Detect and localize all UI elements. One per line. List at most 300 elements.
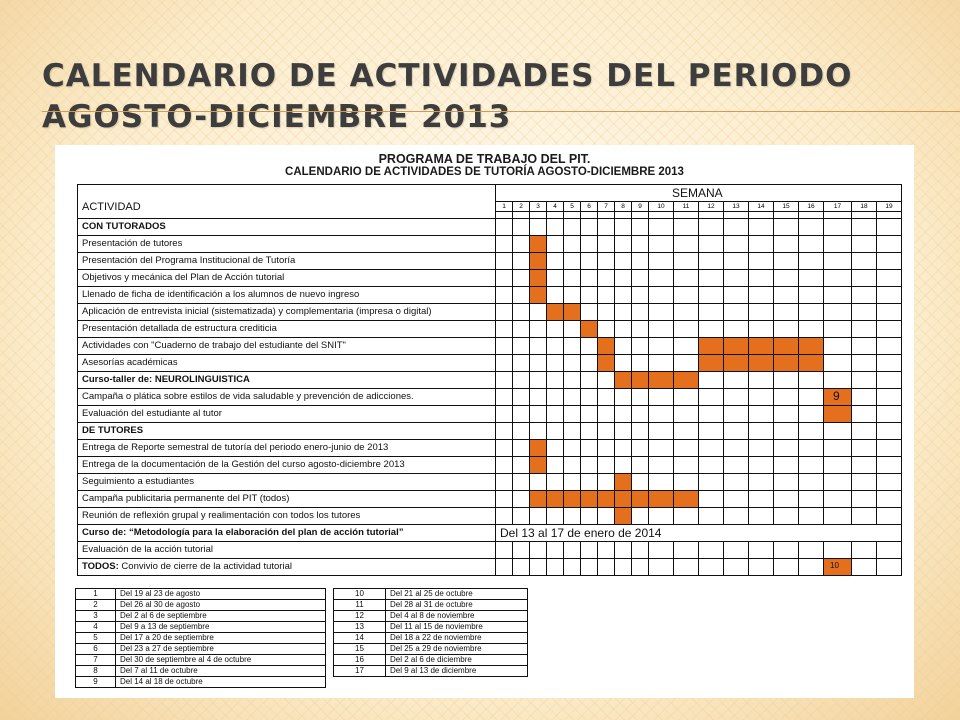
schedule-cell bbox=[673, 269, 699, 287]
schedule-cell bbox=[773, 388, 799, 406]
schedule-cell bbox=[773, 473, 799, 491]
schedule-cell bbox=[748, 235, 774, 253]
schedule-cell bbox=[597, 422, 615, 440]
schedule-cell bbox=[748, 218, 774, 236]
schedule-cell bbox=[614, 456, 632, 474]
schedule-cell bbox=[495, 337, 513, 355]
schedule-cell-active bbox=[614, 371, 632, 389]
schedule-cell bbox=[673, 473, 699, 491]
schedule-cell-active bbox=[614, 490, 632, 508]
schedule-cell bbox=[876, 320, 902, 338]
activity-label: Asesorías académicas bbox=[77, 354, 496, 372]
schedule-cell bbox=[851, 507, 877, 525]
schedule-cell-active bbox=[580, 320, 598, 338]
schedule-cell bbox=[876, 490, 902, 508]
legend-left-dates: Del 14 al 18 de octubre bbox=[115, 676, 326, 688]
schedule-cell bbox=[773, 320, 799, 338]
activity-label: Presentación de tutores bbox=[77, 235, 496, 253]
schedule-cell bbox=[648, 354, 674, 372]
schedule-cell bbox=[773, 218, 799, 236]
schedule-cell bbox=[631, 269, 649, 287]
legend-right-dates: Del 18 a 22 de noviembre bbox=[385, 632, 528, 644]
schedule-cell-active bbox=[529, 439, 547, 457]
schedule-cell bbox=[648, 218, 674, 236]
schedule-cell bbox=[580, 354, 598, 372]
schedule-cell bbox=[773, 269, 799, 287]
legend-left-week: 3 bbox=[75, 610, 116, 622]
schedule-cell bbox=[648, 422, 674, 440]
activity-label: Llenado de ficha de identificación a los alumnos de nuevo ingreso bbox=[77, 286, 496, 304]
schedule-cell bbox=[495, 303, 513, 321]
schedule-cell bbox=[495, 558, 513, 576]
legend-left-week: 2 bbox=[75, 599, 116, 611]
schedule-cell bbox=[580, 507, 598, 525]
schedule-cell bbox=[698, 507, 724, 525]
schedule-cell bbox=[529, 303, 547, 321]
schedule-cell bbox=[748, 558, 774, 576]
schedule-cell bbox=[597, 371, 615, 389]
schedule-cell bbox=[563, 439, 581, 457]
schedule-cell bbox=[529, 558, 547, 576]
schedule-cell bbox=[798, 371, 824, 389]
schedule-cell-active bbox=[529, 235, 547, 253]
schedule-cell-active bbox=[597, 490, 615, 508]
schedule-cell bbox=[631, 354, 649, 372]
schedule-cell bbox=[546, 269, 564, 287]
schedule-cell-active bbox=[773, 354, 799, 372]
schedule-cell bbox=[798, 405, 824, 423]
schedule-cell bbox=[773, 303, 799, 321]
schedule-cell-active bbox=[529, 456, 547, 474]
week-header bbox=[495, 184, 902, 202]
week-number: 8 bbox=[614, 201, 632, 212]
schedule-cell bbox=[798, 218, 824, 236]
schedule-cell bbox=[876, 439, 902, 457]
legend-left-week: 9 bbox=[75, 676, 116, 688]
activity-header-label: ACTIVIDAD bbox=[82, 201, 141, 213]
schedule-cell bbox=[648, 473, 674, 491]
schedule-cell bbox=[631, 388, 649, 406]
legend-right-dates: Del 9 al 13 de diciembre bbox=[385, 665, 528, 677]
schedule-cell bbox=[748, 405, 774, 423]
schedule-cell bbox=[597, 439, 615, 457]
legend-left-week: 8 bbox=[75, 665, 116, 677]
schedule-cell-active bbox=[648, 490, 674, 508]
schedule-cell bbox=[614, 252, 632, 270]
week-number: 12 bbox=[698, 201, 724, 212]
schedule-cell bbox=[748, 456, 774, 474]
schedule-cell bbox=[529, 371, 547, 389]
schedule-cell bbox=[512, 303, 530, 321]
schedule-cell bbox=[563, 388, 581, 406]
schedule-cell bbox=[563, 218, 581, 236]
schedule-cell bbox=[748, 320, 774, 338]
schedule-cell bbox=[823, 320, 852, 338]
schedule-cell bbox=[529, 473, 547, 491]
schedule-cell bbox=[773, 507, 799, 525]
schedule-cell bbox=[773, 558, 799, 576]
schedule-cell bbox=[823, 337, 852, 355]
schedule-cell bbox=[529, 388, 547, 406]
legend-left-week: 4 bbox=[75, 621, 116, 633]
schedule-cell-active bbox=[529, 252, 547, 270]
schedule-cell bbox=[698, 320, 724, 338]
schedule-cell bbox=[563, 507, 581, 525]
schedule-cell bbox=[851, 405, 877, 423]
schedule-cell bbox=[748, 541, 774, 559]
schedule-cell bbox=[495, 405, 513, 423]
schedule-cell-active bbox=[723, 354, 749, 372]
schedule-cell-active bbox=[698, 354, 724, 372]
schedule-cell-active bbox=[823, 558, 852, 576]
legend-left-week: 1 bbox=[75, 588, 116, 600]
schedule-cell bbox=[648, 286, 674, 304]
schedule-cell bbox=[876, 235, 902, 253]
schedule-cell bbox=[798, 286, 824, 304]
schedule-cell-active bbox=[798, 337, 824, 355]
schedule-cell-active bbox=[580, 490, 598, 508]
week-number: 18 bbox=[851, 201, 877, 212]
activity-label: DE TUTORES bbox=[77, 422, 496, 440]
schedule-cell bbox=[563, 337, 581, 355]
schedule-cell bbox=[495, 235, 513, 253]
schedule-cell bbox=[823, 303, 852, 321]
activity-label: Curso-taller de: NEUROLINGUISTICA bbox=[77, 371, 496, 389]
schedule-cell bbox=[748, 252, 774, 270]
schedule-cell bbox=[580, 371, 598, 389]
schedule-cell bbox=[851, 303, 877, 321]
legend-left-week: 6 bbox=[75, 643, 116, 655]
legend-left-week: 7 bbox=[75, 654, 116, 666]
schedule-cell bbox=[798, 439, 824, 457]
schedule-cell bbox=[512, 405, 530, 423]
week-number: 16 bbox=[798, 201, 824, 212]
activity-label: Campaña o plática sobre estilos de vida saludable y prevención de adicciones. bbox=[77, 388, 496, 406]
schedule-cell bbox=[876, 507, 902, 525]
schedule-cell bbox=[823, 286, 852, 304]
schedule-cell bbox=[723, 269, 749, 287]
schedule-cell bbox=[580, 541, 598, 559]
schedule-cell bbox=[546, 473, 564, 491]
schedule-cell bbox=[723, 456, 749, 474]
schedule-cell bbox=[546, 218, 564, 236]
schedule-cell bbox=[631, 337, 649, 355]
schedule-cell bbox=[580, 473, 598, 491]
schedule-cell bbox=[614, 218, 632, 236]
schedule-cell bbox=[648, 337, 674, 355]
schedule-cell bbox=[580, 422, 598, 440]
schedule-cell bbox=[851, 286, 877, 304]
legend-left-dates: Del 17 a 20 de septiembre bbox=[115, 632, 326, 644]
schedule-cell-active bbox=[648, 371, 674, 389]
schedule-cell bbox=[648, 558, 674, 576]
schedule-cell bbox=[673, 354, 699, 372]
schedule-cell bbox=[631, 218, 649, 236]
schedule-cell bbox=[512, 439, 530, 457]
schedule-cell bbox=[851, 439, 877, 457]
schedule-cell bbox=[876, 541, 902, 559]
date-range-note: Del 13 al 17 de enero de 2014 bbox=[495, 524, 902, 542]
week-number: 5 bbox=[563, 201, 581, 212]
schedule-cell bbox=[823, 507, 852, 525]
activity-label: Aplicación de entrevista inicial (sistematizada) y complementaria (impresa o digital) bbox=[77, 303, 496, 321]
schedule-cell bbox=[648, 439, 674, 457]
schedule-cell bbox=[798, 507, 824, 525]
schedule-cell bbox=[546, 558, 564, 576]
week-number: 10 bbox=[648, 201, 674, 212]
schedule-cell-active bbox=[597, 337, 615, 355]
schedule-cell bbox=[698, 422, 724, 440]
schedule-cell bbox=[723, 490, 749, 508]
legend-right-dates: Del 2 al 6 de diciembre bbox=[385, 654, 528, 666]
schedule-cell bbox=[876, 303, 902, 321]
schedule-cell bbox=[698, 456, 724, 474]
schedule-cell bbox=[529, 422, 547, 440]
schedule-cell-active bbox=[723, 337, 749, 355]
schedule-cell bbox=[631, 473, 649, 491]
schedule-cell bbox=[698, 303, 724, 321]
schedule-cell bbox=[631, 303, 649, 321]
schedule-cell bbox=[773, 422, 799, 440]
schedule-cell bbox=[512, 558, 530, 576]
schedule-cell bbox=[631, 456, 649, 474]
schedule-cell bbox=[723, 558, 749, 576]
schedule-cell bbox=[597, 541, 615, 559]
schedule-cell bbox=[673, 439, 699, 457]
schedule-cell-active bbox=[631, 371, 649, 389]
schedule-cell bbox=[597, 218, 615, 236]
schedule-cell bbox=[495, 473, 513, 491]
schedule-cell-active bbox=[563, 490, 581, 508]
schedule-cell-active bbox=[748, 337, 774, 355]
week-number: 2 bbox=[512, 201, 530, 212]
schedule-cell bbox=[512, 320, 530, 338]
schedule-cell bbox=[495, 286, 513, 304]
schedule-cell bbox=[563, 541, 581, 559]
schedule-cell bbox=[773, 252, 799, 270]
schedule-cell bbox=[546, 388, 564, 406]
schedule-cell-active bbox=[631, 490, 649, 508]
schedule-cell bbox=[648, 303, 674, 321]
schedule-cell bbox=[798, 303, 824, 321]
schedule-cell bbox=[851, 456, 877, 474]
schedule-cell bbox=[614, 422, 632, 440]
schedule-cell bbox=[723, 422, 749, 440]
schedule-cell bbox=[614, 354, 632, 372]
week-number: 3 bbox=[529, 201, 547, 212]
schedule-cell bbox=[580, 269, 598, 287]
schedule-cell bbox=[546, 541, 564, 559]
schedule-cell bbox=[563, 456, 581, 474]
schedule-cell bbox=[876, 286, 902, 304]
schedule-cell-active bbox=[563, 303, 581, 321]
schedule-cell bbox=[698, 371, 724, 389]
schedule-cell bbox=[648, 405, 674, 423]
schedule-cell bbox=[512, 541, 530, 559]
schedule-cell bbox=[563, 558, 581, 576]
schedule-cell-active bbox=[773, 337, 799, 355]
schedule-cell bbox=[495, 354, 513, 372]
schedule-cell bbox=[698, 388, 724, 406]
schedule-cell bbox=[546, 405, 564, 423]
activity-label: Campaña publicitaria permanente del PIT (todos) bbox=[77, 490, 496, 508]
schedule-cell bbox=[851, 337, 877, 355]
schedule-cell bbox=[495, 218, 513, 236]
schedule-cell bbox=[723, 320, 749, 338]
week-number: 6 bbox=[580, 201, 598, 212]
schedule-cell bbox=[723, 439, 749, 457]
schedule-cell bbox=[698, 235, 724, 253]
schedule-cell bbox=[563, 252, 581, 270]
schedule-cell bbox=[512, 252, 530, 270]
schedule-cell bbox=[512, 235, 530, 253]
schedule-cell bbox=[748, 269, 774, 287]
schedule-cell-active bbox=[529, 286, 547, 304]
schedule-cell bbox=[597, 252, 615, 270]
schedule-cell bbox=[580, 235, 598, 253]
legend-left-dates: Del 2 al 6 de septiembre bbox=[115, 610, 326, 622]
schedule-cell bbox=[851, 490, 877, 508]
schedule-cell bbox=[563, 405, 581, 423]
schedule-cell bbox=[546, 422, 564, 440]
schedule-cell bbox=[673, 405, 699, 423]
legend-left-week: 5 bbox=[75, 632, 116, 644]
schedule-cell bbox=[773, 456, 799, 474]
schedule-cell bbox=[798, 558, 824, 576]
schedule-cell bbox=[631, 507, 649, 525]
schedule-cell bbox=[851, 252, 877, 270]
week-header-label: SEMANA bbox=[672, 186, 723, 200]
schedule-cell bbox=[614, 541, 632, 559]
schedule-cell bbox=[698, 541, 724, 559]
activity-header bbox=[77, 184, 496, 219]
schedule-cell bbox=[673, 422, 699, 440]
schedule-cell bbox=[512, 354, 530, 372]
schedule-cell bbox=[773, 439, 799, 457]
schedule-cell bbox=[597, 473, 615, 491]
schedule-cell bbox=[512, 286, 530, 304]
legend-right-week: 13 bbox=[333, 621, 386, 633]
schedule-cell bbox=[823, 218, 852, 236]
schedule-cell bbox=[698, 218, 724, 236]
schedule-cell bbox=[823, 269, 852, 287]
schedule-cell bbox=[823, 354, 852, 372]
schedule-cell-active bbox=[546, 490, 564, 508]
schedule-cell bbox=[798, 320, 824, 338]
schedule-cell bbox=[698, 269, 724, 287]
legend-left-dates: Del 19 al 23 de agosto bbox=[115, 588, 326, 600]
schedule-cell bbox=[580, 252, 598, 270]
schedule-cell bbox=[876, 422, 902, 440]
schedule-cell bbox=[546, 337, 564, 355]
schedule-cell bbox=[851, 422, 877, 440]
schedule-cell bbox=[512, 269, 530, 287]
schedule-cell-active bbox=[673, 490, 699, 508]
schedule-cell bbox=[876, 218, 902, 236]
legend-right-week: 15 bbox=[333, 643, 386, 655]
schedule-cell-active bbox=[823, 388, 852, 406]
schedule-cell bbox=[580, 456, 598, 474]
schedule-cell bbox=[876, 456, 902, 474]
schedule-cell bbox=[673, 303, 699, 321]
schedule-cell bbox=[798, 252, 824, 270]
schedule-cell bbox=[773, 405, 799, 423]
legend-right-dates: Del 25 a 29 de noviembre bbox=[385, 643, 528, 655]
schedule-cell bbox=[614, 439, 632, 457]
schedule-cell bbox=[876, 371, 902, 389]
schedule-cell bbox=[673, 252, 699, 270]
schedule-cell bbox=[580, 388, 598, 406]
schedule-cell bbox=[823, 541, 852, 559]
schedule-cell bbox=[876, 473, 902, 491]
schedule-cell bbox=[597, 269, 615, 287]
schedule-cell bbox=[773, 235, 799, 253]
schedule-cell bbox=[773, 490, 799, 508]
schedule-cell bbox=[597, 388, 615, 406]
schedule-cell bbox=[648, 320, 674, 338]
schedule-cell bbox=[876, 354, 902, 372]
week-number: 19 bbox=[876, 201, 902, 212]
schedule-cell bbox=[512, 337, 530, 355]
schedule-cell bbox=[495, 252, 513, 270]
schedule-cell bbox=[597, 405, 615, 423]
schedule-cell bbox=[851, 235, 877, 253]
schedule-cell bbox=[798, 473, 824, 491]
activity-label: CON TUTORADOS bbox=[77, 218, 496, 236]
schedule-cell bbox=[723, 388, 749, 406]
schedule-cell bbox=[851, 371, 877, 389]
schedule-cell bbox=[631, 252, 649, 270]
schedule-cell bbox=[597, 286, 615, 304]
schedule-cell bbox=[823, 473, 852, 491]
schedule-cell bbox=[748, 473, 774, 491]
schedule-cell bbox=[673, 558, 699, 576]
schedule-cell bbox=[597, 456, 615, 474]
schedule-cell bbox=[512, 507, 530, 525]
schedule-cell bbox=[512, 473, 530, 491]
week-number: 15 bbox=[773, 201, 799, 212]
schedule-cell bbox=[495, 422, 513, 440]
schedule-cell bbox=[648, 269, 674, 287]
schedule-cell bbox=[876, 337, 902, 355]
schedule-cell bbox=[546, 320, 564, 338]
schedule-cell-active bbox=[546, 303, 564, 321]
schedule-cell bbox=[546, 371, 564, 389]
schedule-cell bbox=[823, 490, 852, 508]
schedule-cell bbox=[798, 388, 824, 406]
schedule-cell bbox=[529, 337, 547, 355]
schedule-cell bbox=[546, 439, 564, 457]
schedule-cell bbox=[648, 456, 674, 474]
schedule-cell bbox=[580, 303, 598, 321]
schedule-cell bbox=[563, 320, 581, 338]
schedule-cell bbox=[631, 558, 649, 576]
schedule-cell bbox=[546, 354, 564, 372]
week-number: 9 bbox=[631, 201, 649, 212]
activity-label: Seguimiento a estudiantes bbox=[77, 473, 496, 491]
schedule-cell bbox=[851, 218, 877, 236]
schedule-cell bbox=[512, 422, 530, 440]
legend-left-dates: Del 30 de septiembre al 4 de octubre bbox=[115, 654, 326, 666]
schedule-cell bbox=[748, 439, 774, 457]
schedule-cell bbox=[631, 286, 649, 304]
week-number: 7 bbox=[597, 201, 615, 212]
schedule-cell bbox=[563, 371, 581, 389]
schedule-cell bbox=[580, 558, 598, 576]
schedule-cell-active bbox=[614, 473, 632, 491]
schedule-cell bbox=[748, 490, 774, 508]
schedule-cell bbox=[597, 320, 615, 338]
